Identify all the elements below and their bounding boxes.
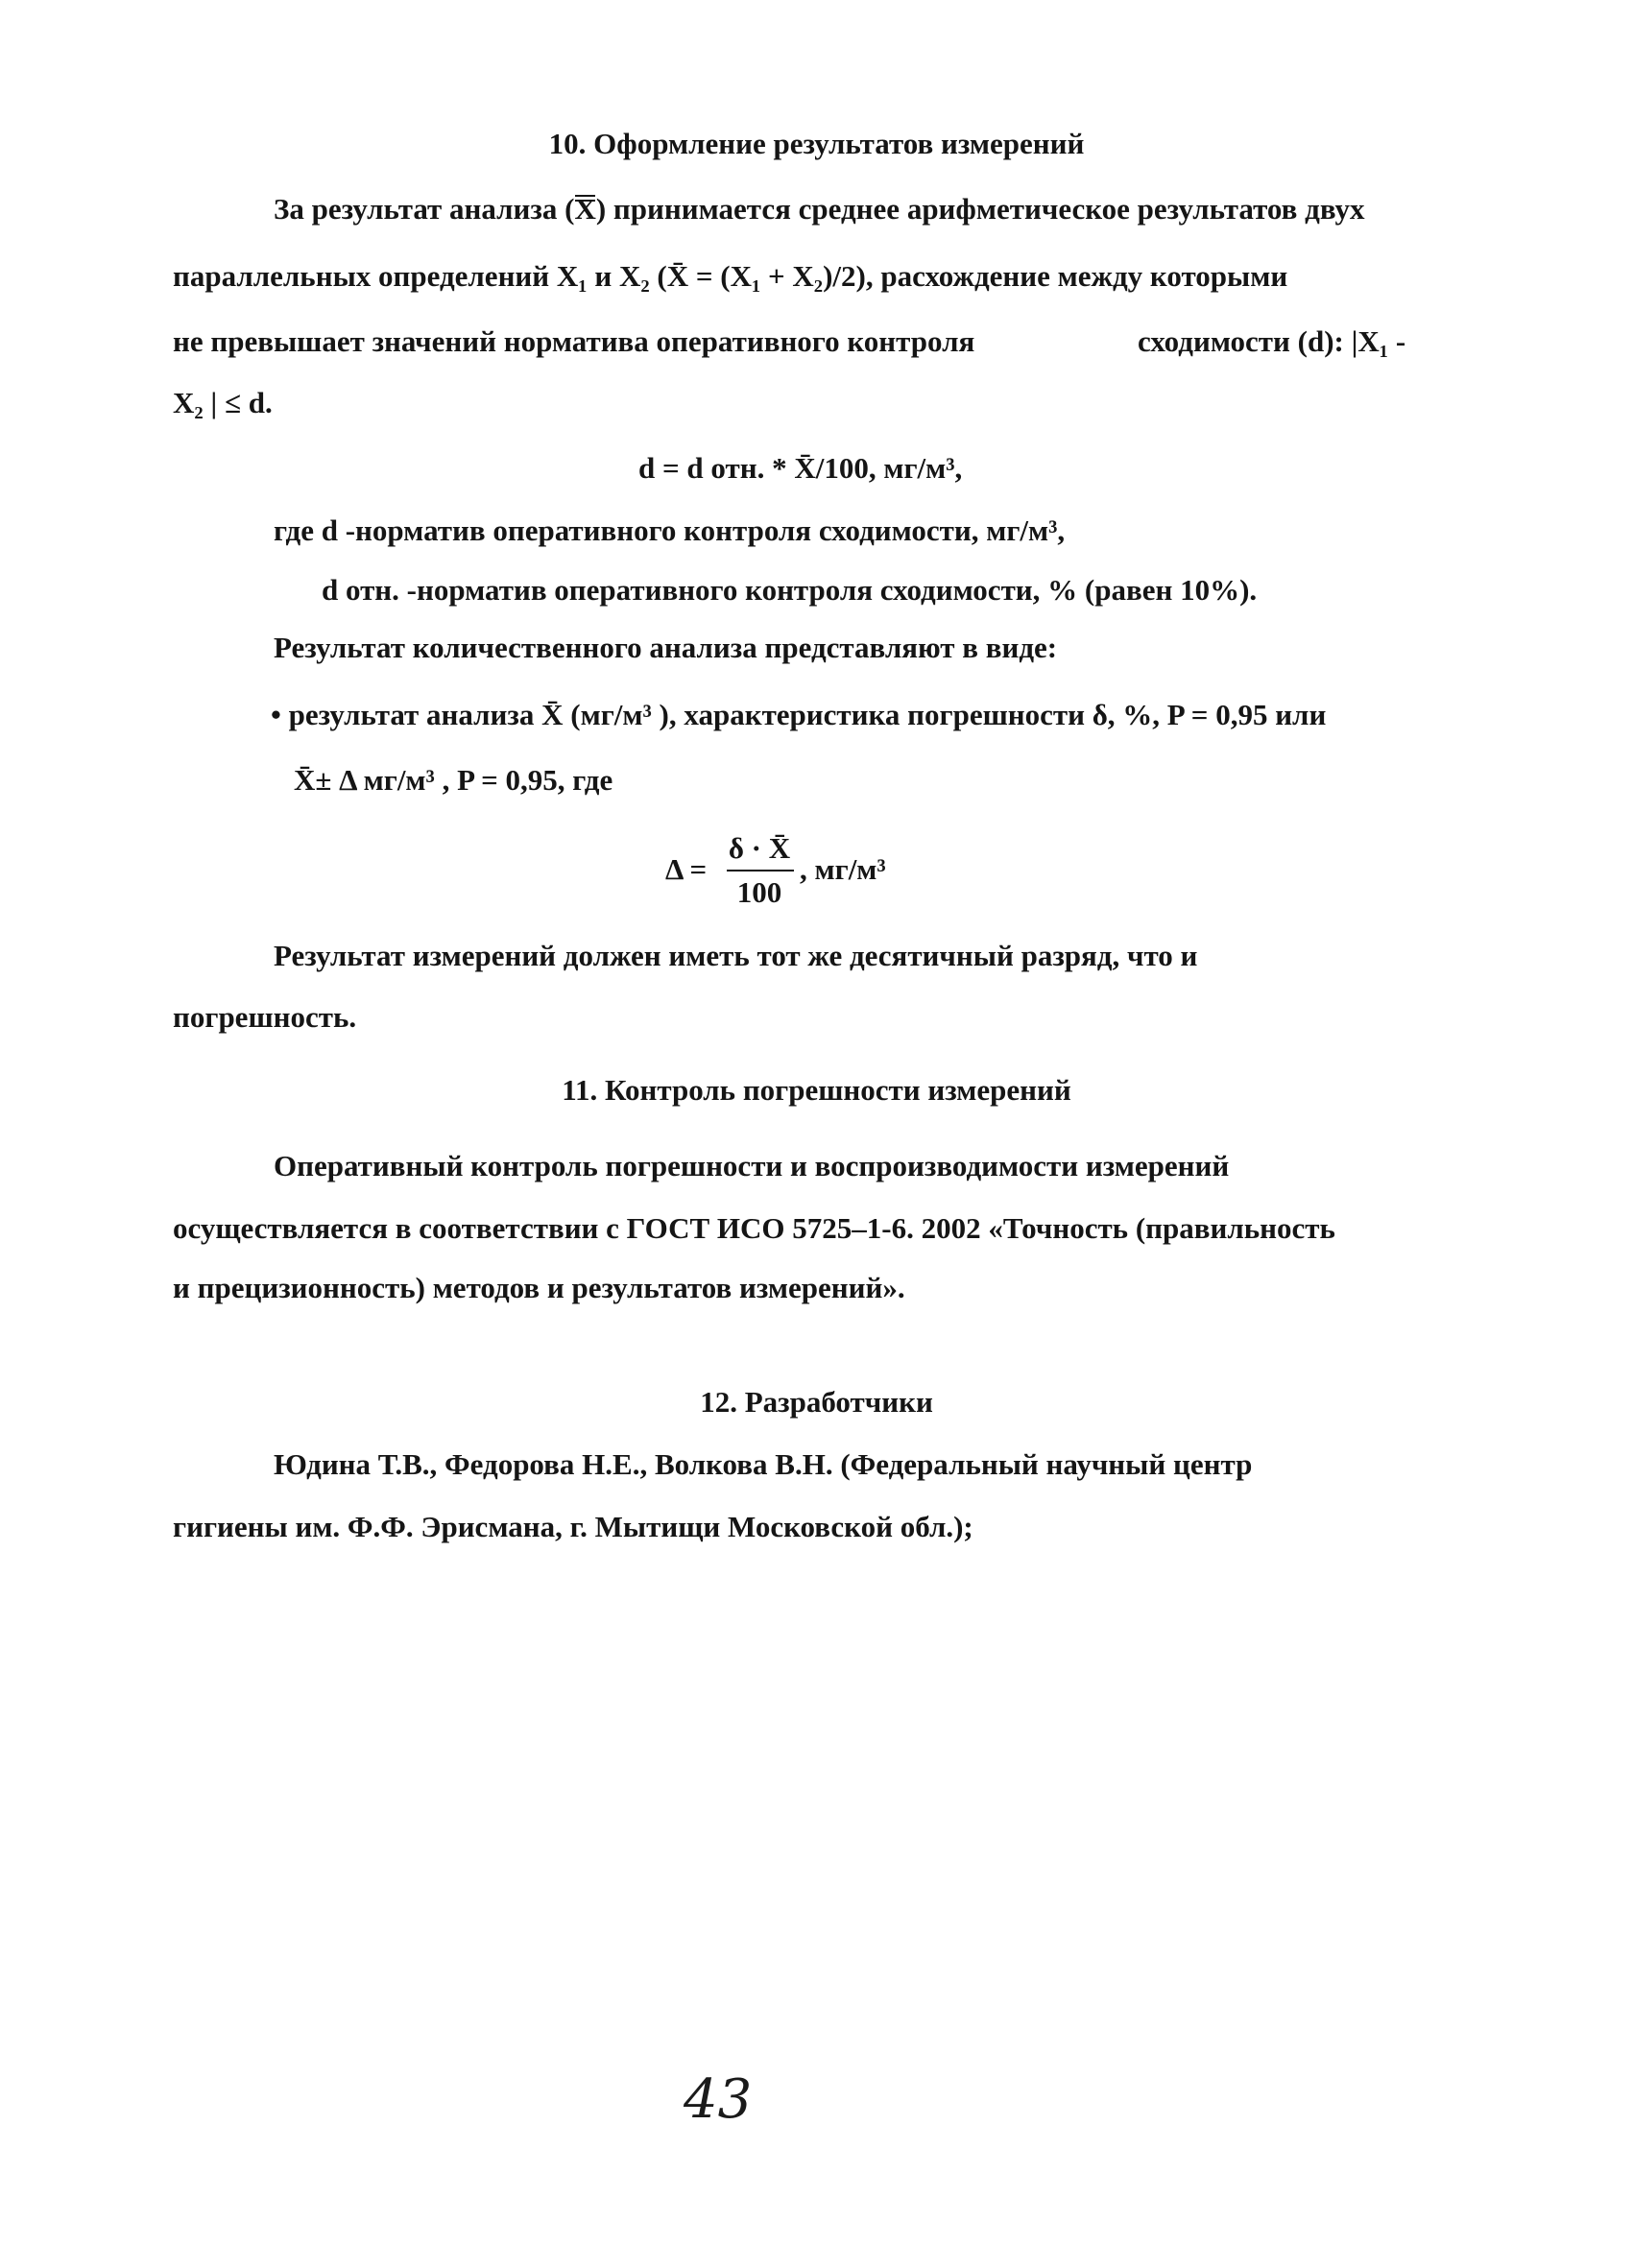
where-d: где d -норматив оперативного контроля сходимости, мг/м³, [274,513,1066,547]
developers-line-1: Юдина Т.В., Федорова Н.Е., Волкова В.Н. (Федеральный научный центр [274,1447,1253,1481]
paragraph-result-line-4: X₂ | ≤ d. [173,386,273,419]
where-d-rel: d отн. -норматив оперативного контроля сходимости, % (равен 10%). [322,573,1258,607]
text-fragment: ) принимается среднее арифметическое результатов двух [595,192,1365,226]
control-line-2: осуществляется в соответствии с ГОСТ ИСО 5725–1-6. 2002 «Точность (правильность [173,1211,1335,1245]
paragraph-result-line-3-right: сходимости (d): |X₁ - [1138,324,1406,358]
result-intro: Результат количественного анализа представляют в виде: [274,631,1058,664]
text-fragment: За результат анализа ( [274,192,575,226]
paragraph-result-line-2: параллельных определений X₁ и X₂ (X̄ = (X₁ + X₂)/2), расхождение между которыми [173,259,1288,293]
control-line-3: и прецизионность) методов и результатов измерений». [173,1271,905,1304]
paragraph-result-line-1 [274,192,1365,227]
bullet-line-1 [271,698,1326,732]
precision-line-2: погрешность. [173,1000,357,1034]
precision-line-1: Результат измерений должен иметь тот же десятичный разряд, что и [274,939,1198,972]
developers-line-2: гигиены им. Ф.Ф. Эрисмана, г. Мытищи Московской обл.); [173,1510,973,1543]
delta-numerator: δ · X̄ [728,831,791,865]
section-10-heading: 10. Оформление результатов измерений [548,127,1085,160]
paragraph-result-line-3-left: не превышает значений норматива оперативного контроля [173,324,975,358]
fraction-bar [727,870,794,871]
bullet-line-2: X̄± Δ мг/м³ , P = 0,95, где [294,763,613,797]
delta-denominator: 100 [736,875,782,909]
mean-symbol: X [574,192,596,226]
section-12-heading: 12. Разработчики [700,1385,933,1419]
delta-formula-lhs: Δ = [665,852,708,886]
page-number: 43 [684,2068,753,2131]
control-line-1: Оперативный контроль погрешности и воспроизводимости измерений [274,1149,1230,1182]
bullet-text: результат анализа X̄ (мг/м³ ), характеристика погрешности δ, %, P = 0,95 или [288,698,1327,731]
bullet-icon: • [271,698,281,731]
section-11-heading: 11. Контроль погрешности измерений [562,1073,1071,1107]
formula-d: d = d отн. * X̄/100, мг/м³, [638,451,963,485]
delta-unit: , мг/м³ [800,852,886,886]
